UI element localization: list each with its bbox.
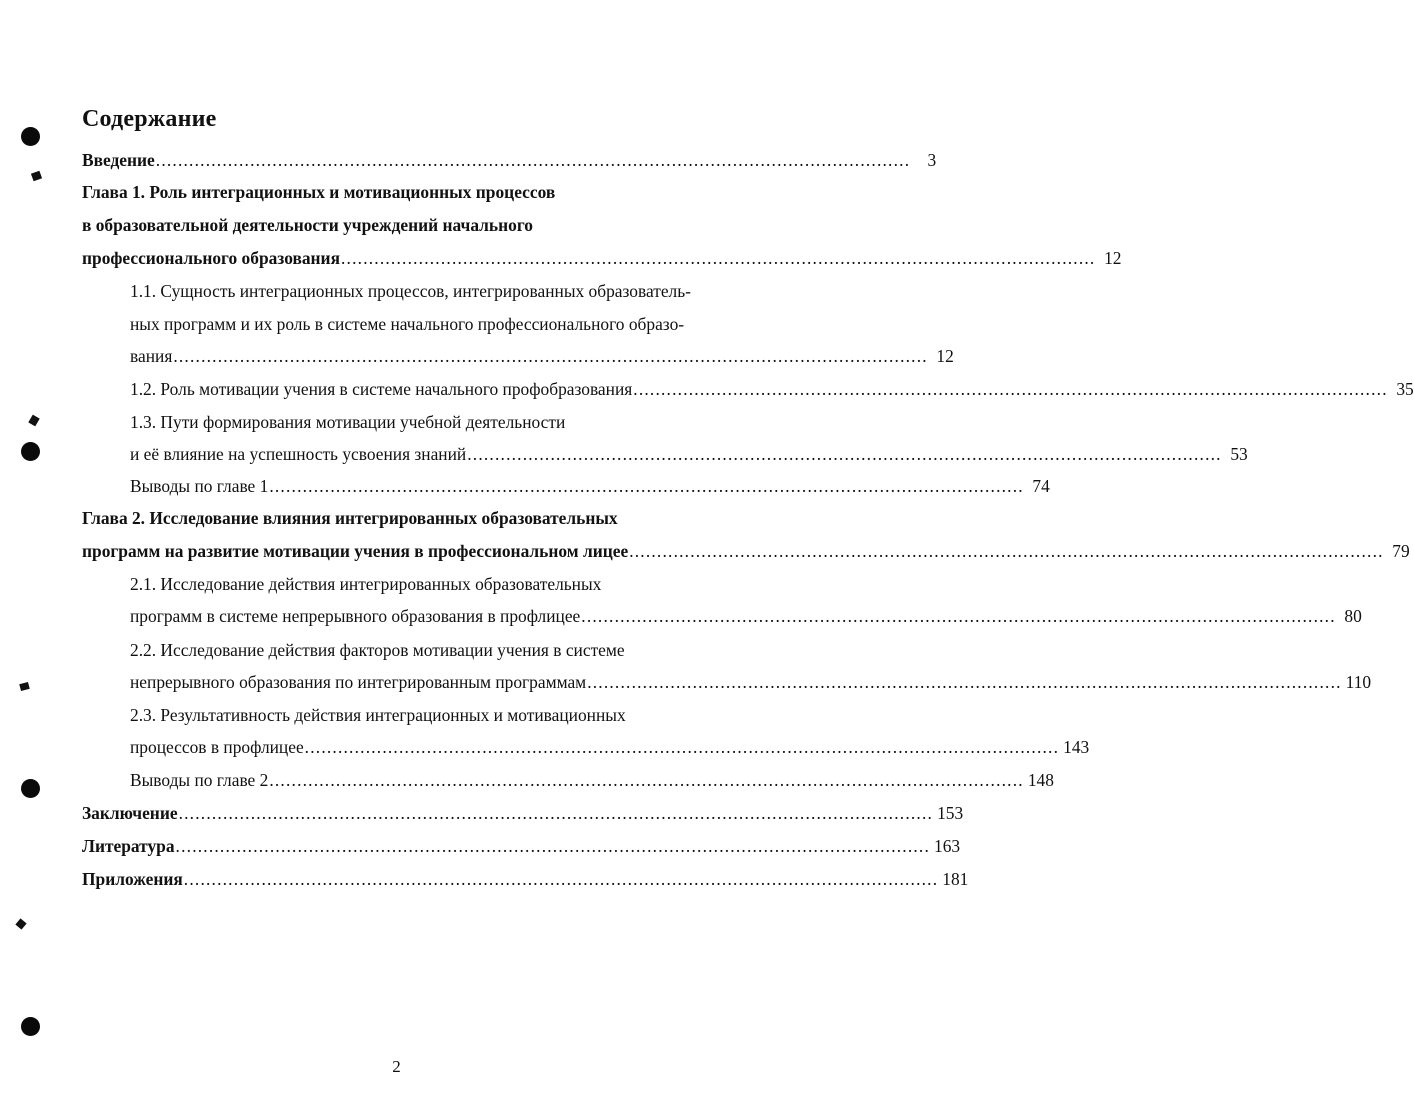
toc-entry-text: 1.3. Пути формирования мотивации учебной деятельности [130, 412, 566, 432]
toc-section-2-1-line-2 [130, 604, 1362, 628]
toc-entry-page: 148 [1027, 770, 1054, 790]
dot-leader: ........................................................................................................................................ [178, 803, 934, 823]
dot-leader: ........................................................................................................................................ [183, 869, 939, 889]
binder-hole [21, 779, 40, 798]
toc-section-1-1-line-3 [130, 344, 954, 368]
toc-section-1-1-line-1 [130, 279, 754, 303]
dot-leader: ........................................................................................................................................ [269, 770, 1024, 790]
toc-entry-text: вания [130, 346, 173, 366]
dot-leader: ........................................................................................................................................ [467, 444, 1222, 464]
toc-entry-text: 2.3. Результативность действия интеграционных и мотивационных [130, 705, 626, 725]
toc-chapter-1-line-1 [82, 180, 754, 204]
toc-entry-text: Глава 1. Роль интеграционных и мотивационных процессов [82, 182, 556, 202]
toc-entry-page: 12 [936, 346, 954, 366]
toc-entry-appendices [82, 867, 969, 891]
dot-leader: ........................................................................................................................................ [341, 248, 1096, 268]
toc-section-2-2-line-1 [130, 638, 754, 662]
toc-entry-page: 74 [1032, 476, 1050, 496]
binder-hole [21, 1017, 40, 1036]
toc-entry-text: 2.2. Исследование действия факторов мотивации учения в системе [130, 640, 625, 660]
binder-hole [21, 442, 40, 461]
toc-chapter-1-line-3 [82, 246, 1122, 270]
toc-entry-page: 163 [934, 836, 961, 856]
scan-speck [31, 171, 42, 182]
toc-entry-text: программ в системе непрерывного образования в профлицее [130, 606, 581, 626]
toc-entry-page: 80 [1344, 606, 1362, 626]
toc-entry-page: 143 [1063, 737, 1090, 757]
toc-entry-text: программ на развитие мотивации учения в профессиональном лицее [82, 541, 629, 561]
dot-leader: ........................................................................................................................................ [175, 836, 931, 856]
toc-entry-page: 181 [942, 869, 969, 889]
toc-entry-page: 110 [1345, 672, 1372, 692]
toc-entry-text: процессов в профлицее [130, 737, 304, 757]
toc-entry-page: 35 [1396, 379, 1414, 399]
dot-leader: ........................................................................................................................................ [633, 379, 1388, 399]
toc-entry-text: и её влияние на успешность усвоения знаний [130, 444, 467, 464]
toc-conclusions-chapter-1 [130, 474, 1050, 498]
toc-section-1-1-line-2 [130, 312, 754, 336]
toc-entry-page: 79 [1392, 541, 1410, 561]
toc-entry-text: профессионального образования [82, 248, 340, 268]
toc-conclusions-chapter-2 [130, 768, 1054, 792]
toc-entry-text: 1.1. Сущность интеграционных процессов, интегрированных образователь- [130, 281, 691, 301]
toc-entry-page: 153 [937, 803, 964, 823]
toc-title: Содержание [82, 106, 217, 132]
toc-section-2-1-line-1 [130, 572, 754, 596]
toc-entry-text: ных программ и их роль в системе начального профессионального образо- [130, 314, 685, 334]
dot-leader: ........................................................................................................................................ [581, 606, 1336, 626]
toc-entry-text: 2.1. Исследование действия интегрированных образовательных [130, 574, 602, 594]
toc-entry-page: 53 [1230, 444, 1248, 464]
toc-section-1-3-line-2 [130, 442, 1248, 466]
toc-section-1-3-line-1 [130, 410, 754, 434]
scan-speck [15, 918, 26, 929]
toc-entry-text: Приложения [82, 869, 183, 889]
dot-leader: ........................................................................................................................................ [629, 541, 1384, 561]
toc-entry-text: Глава 2. Исследование влияния интегрированных образовательных [82, 508, 618, 528]
toc-entry-literature [82, 834, 961, 858]
toc-entry-text: 1.2. Роль мотивации учения в системе начального профобразования [130, 379, 633, 399]
toc-entry-text: в образовательной деятельности учреждений начального [82, 215, 533, 235]
toc-entry-page: 12 [1104, 248, 1122, 268]
toc-entry-text: Выводы по главе 2 [130, 770, 269, 790]
toc-entry-text: Выводы по главе 1 [130, 476, 269, 496]
toc-section-2-2-line-2 [130, 670, 1372, 694]
scan-speck [19, 682, 30, 691]
toc-entry-text: Заключение [82, 803, 178, 823]
toc-entry-text: Введение [82, 150, 155, 170]
toc-entry-text: непрерывного образования по интегрированным программам [130, 672, 587, 692]
scan-speck [28, 415, 39, 427]
dot-leader: ........................................................................................................................................ [269, 476, 1024, 496]
toc-entry-introduction [82, 148, 937, 172]
page-number: 2 [392, 1057, 401, 1076]
toc-entry-page: 3 [927, 150, 937, 170]
toc-entry-text: Литература [82, 836, 175, 856]
dot-leader: ........................................................................................................................................ [587, 672, 1342, 692]
binder-hole [21, 127, 40, 146]
toc-section-2-3-line-2 [130, 735, 1090, 759]
toc-chapter-2-line-2 [82, 539, 1410, 563]
dot-leader: ........................................................................................................................................ [155, 150, 911, 170]
toc-entry-conclusion [82, 801, 964, 825]
toc-section-2-3-line-1 [130, 703, 754, 727]
toc-chapter-1-line-2 [82, 213, 754, 237]
toc-section-1-2 [130, 377, 1414, 401]
dot-leader: ........................................................................................................................................ [173, 346, 928, 366]
dot-leader: ........................................................................................................................................ [304, 737, 1060, 757]
toc-chapter-2-line-1 [82, 506, 754, 530]
